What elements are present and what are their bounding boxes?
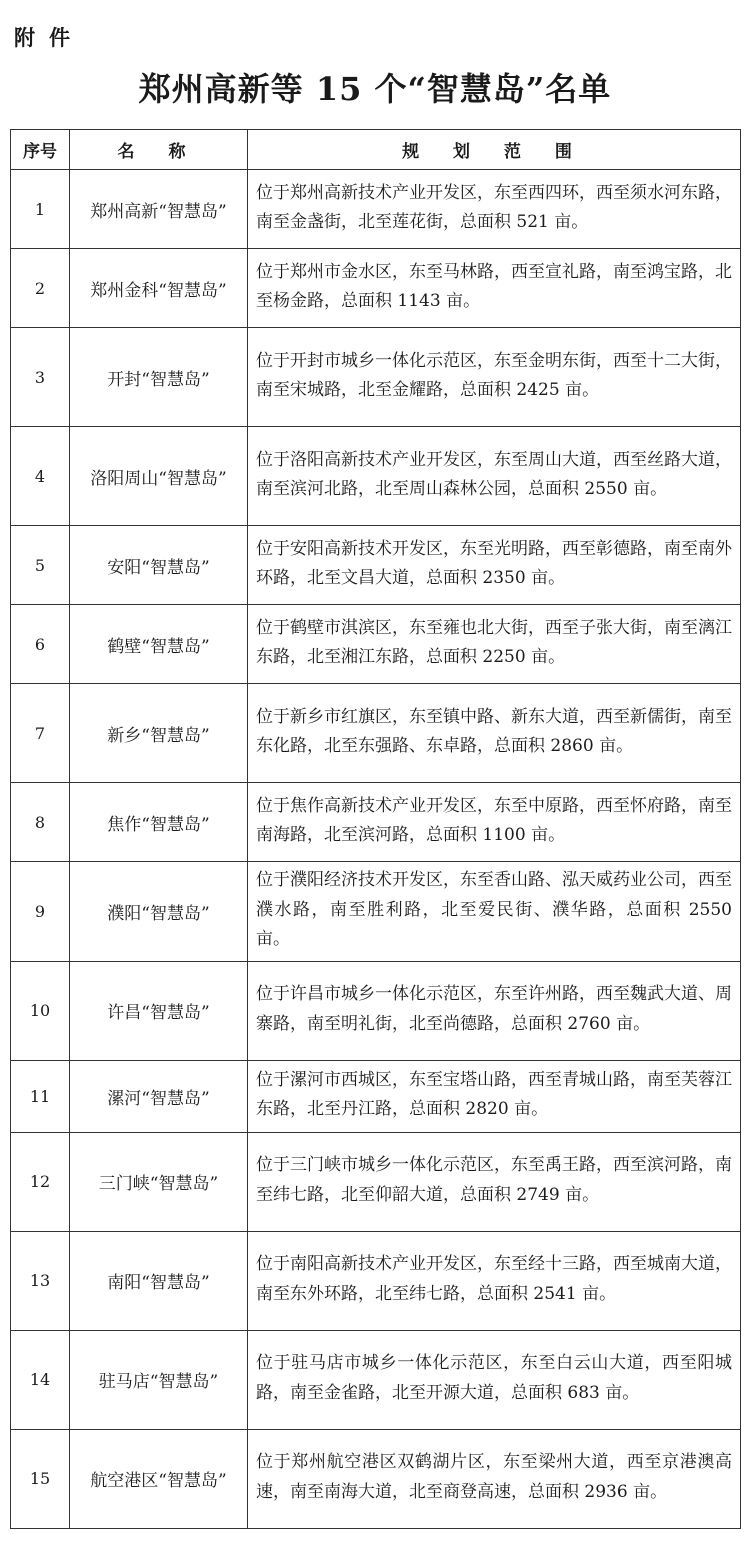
row-name: 漯河“智慧岛” xyxy=(70,1060,248,1132)
column-header-scope: 规 划 范 围 xyxy=(248,130,741,170)
table-row xyxy=(11,1330,741,1429)
table-row xyxy=(11,249,741,328)
row-scope: 位于郑州航空港区双鹤湖片区，东至梁州大道，西至京港澳高速，南至南海大道，北至商登高速，总面积 2936 亩。 xyxy=(248,1429,741,1528)
row-name: 郑州金科“智慧岛” xyxy=(70,249,248,328)
row-name: 驻马店“智慧岛” xyxy=(70,1330,248,1429)
row-scope: 位于南阳高新技术产业开发区，东至经十三路，西至城南大道，南至东外环路，北至纬七路，总面积 2541 亩。 xyxy=(248,1231,741,1330)
column-header-name: 名 称 xyxy=(70,130,248,170)
row-number: 8 xyxy=(11,783,70,862)
row-scope: 位于郑州市金水区，东至马林路，西至宣礼路，南至鸿宝路，北至杨金路，总面积 1143 亩。 xyxy=(248,249,741,328)
attachment-label: 附件 xyxy=(14,26,84,50)
row-name: 鹤壁“智慧岛” xyxy=(70,605,248,684)
row-name: 焦作“智慧岛” xyxy=(70,783,248,862)
table-row xyxy=(11,605,741,684)
column-header-number: 序号 xyxy=(11,130,70,170)
row-number: 11 xyxy=(11,1060,70,1132)
row-scope: 位于新乡市红旗区，东至镇中路、新东大道，西至新儒街，南至东化路，北至东强路、东卓路，总面积 2860 亩。 xyxy=(248,684,741,783)
table-row xyxy=(11,427,741,526)
row-number: 12 xyxy=(11,1132,70,1231)
row-number: 9 xyxy=(11,862,70,962)
table-row xyxy=(11,170,741,249)
row-scope: 位于漯河市西城区，东至宝塔山路，西至青城山路，南至芙蓉江东路，北至丹江路，总面积 2820 亩。 xyxy=(248,1060,741,1132)
row-name: 南阳“智慧岛” xyxy=(70,1231,248,1330)
table-row xyxy=(11,526,741,605)
table-body xyxy=(11,170,741,1529)
island-list-table xyxy=(10,129,741,1529)
row-number: 4 xyxy=(11,427,70,526)
row-number: 10 xyxy=(11,961,70,1060)
row-name: 新乡“智慧岛” xyxy=(70,684,248,783)
row-number: 6 xyxy=(11,605,70,684)
row-scope: 位于洛阳高新技术产业开发区，东至周山大道，西至丝路大道，南至滨河北路，北至周山森林公园，总面积 2550 亩。 xyxy=(248,427,741,526)
row-scope: 位于许昌市城乡一体化示范区，东至许州路，西至魏武大道、周寨路，南至明礼街，北至尚德路，总面积 2760 亩。 xyxy=(248,961,741,1060)
row-number: 5 xyxy=(11,526,70,605)
table-row xyxy=(11,862,741,962)
row-scope: 位于驻马店市城乡一体化示范区，东至白云山大道，西至阳城路，南至金雀路，北至开源大道，总面积 683 亩。 xyxy=(248,1330,741,1429)
row-name: 安阳“智慧岛” xyxy=(70,526,248,605)
row-scope: 位于安阳高新技术开发区，东至光明路，西至彰德路，南至南外环路，北至文昌大道，总面积 2350 亩。 xyxy=(248,526,741,605)
row-number: 13 xyxy=(11,1231,70,1330)
row-number: 1 xyxy=(11,170,70,249)
row-name: 洛阳周山“智慧岛” xyxy=(70,427,248,526)
table-row xyxy=(11,783,741,862)
row-number: 14 xyxy=(11,1330,70,1429)
row-name: 三门峡“智慧岛” xyxy=(70,1132,248,1231)
row-scope: 位于郑州高新技术产业开发区，东至西四环，西至须水河东路，南至金盏街，北至莲花街，总面积 521 亩。 xyxy=(248,170,741,249)
row-number: 7 xyxy=(11,684,70,783)
table-row xyxy=(11,328,741,427)
table-row xyxy=(11,1060,741,1132)
table-row xyxy=(11,1132,741,1231)
row-scope: 位于开封市城乡一体化示范区，东至金明东街，西至十二大街，南至宋城路，北至金耀路，总面积 2425 亩。 xyxy=(248,328,741,427)
row-name: 许昌“智慧岛” xyxy=(70,961,248,1060)
row-number: 2 xyxy=(11,249,70,328)
page-title: 郑州高新等 15 个“智慧岛”名单 xyxy=(138,70,612,108)
row-name: 开封“智慧岛” xyxy=(70,328,248,427)
row-scope: 位于鹤壁市淇滨区，东至雍也北大街，西至子张大街，南至漓江东路，北至湘江东路，总面积 2250 亩。 xyxy=(248,605,741,684)
table-row xyxy=(11,1429,741,1528)
row-scope: 位于焦作高新技术产业开发区，东至中原路，西至怀府路，南至南海路，北至滨河路，总面积 1100 亩。 xyxy=(248,783,741,862)
table-row xyxy=(11,961,741,1060)
table-header-row xyxy=(11,130,741,170)
table-row xyxy=(11,1231,741,1330)
row-scope: 位于濮阳经济技术开发区，东至香山路、泓天威药业公司，西至濮水路，南至胜利路，北至爱民街、濮华路，总面积 2550 亩。 xyxy=(248,862,741,962)
row-number: 15 xyxy=(11,1429,70,1528)
row-name: 濮阳“智慧岛” xyxy=(70,862,248,962)
row-name: 航空港区“智慧岛” xyxy=(70,1429,248,1528)
row-number: 3 xyxy=(11,328,70,427)
row-scope: 位于三门峡市城乡一体化示范区，东至禹王路，西至滨河路，南至纬七路，北至仰韶大道，总面积 2749 亩。 xyxy=(248,1132,741,1231)
table-row xyxy=(11,684,741,783)
row-name: 郑州高新“智慧岛” xyxy=(70,170,248,249)
